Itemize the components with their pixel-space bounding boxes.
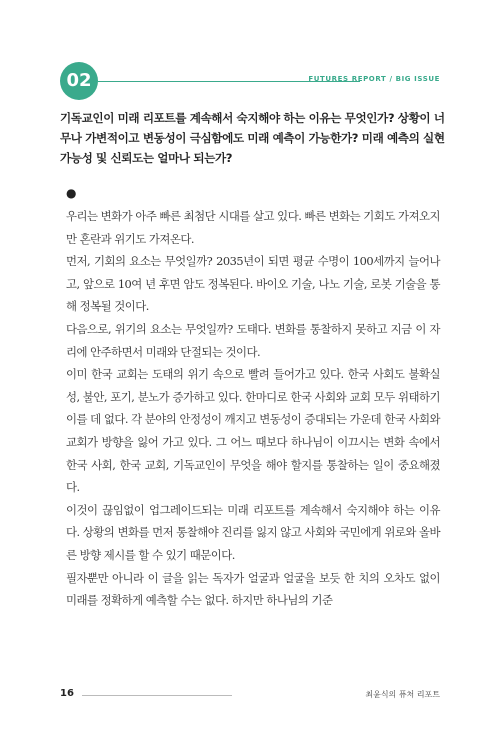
paragraph: 이미 한국 교회는 도태의 위기 속으로 빨려 들어가고 있다. 한국 사회도 불확실성, 불안, 포기, 분노가 증가하고 있다. 한마디로 한국 사회와 교회 모두 위태하기 이를 데 없다. 각 분야의 안정성이 깨지고 변동성이 증대되는 가운데 한국 사회와 교회가 방향을 잃어 가고 있다. 그 어느 때보다 하나님이 이끄시는 변화 속에서 한국 사회, 한국 교회, 기독교인이 무엇을 해야 할지를 통찰하는 일이 중요해졌다.: [66, 367, 440, 495]
chapter-header: [60, 62, 440, 102]
question-heading: 기독교인이 미래 리포트를 계속해서 숙지해야 하는 이유는 무엇인가? 상황이 너무나 가변적이고 변동성이 극심함에도 미래 예측이 가능한가? 미래 예측의 실현 가능성 및 신뢰도는 얼마나 되는가?: [60, 111, 445, 165]
paragraph: 우리는 변화가 아주 빠른 최첨단 시대를 살고 있다. 빠른 변화는 기회도 가져오지만 혼란과 위기도 가져온다.: [66, 209, 440, 246]
footer-divider: [82, 695, 232, 696]
chapter-number-badge: 02: [60, 62, 98, 100]
paragraph: 이것이 끊임없이 업그레이드되는 미래 리포트를 계속해서 숙지해야 하는 이유다. 상황의 변화를 먼저 통찰해야 진리를 잃지 않고 사회와 국민에게 위로와 올바른 방향 제시를 할 수 있기 때문이다.: [66, 502, 440, 562]
body-text: [66, 205, 440, 612]
paragraph: 다음으로, 위기의 요소는 무엇일까? 도태다. 변화를 통찰하지 못하고 지금 이 자리에 안주하면서 미래와 단절되는 것이다.: [66, 321, 440, 359]
page-number: 16: [60, 688, 74, 699]
series-label: FUTURES REPORT / BIG ISSUE: [308, 75, 440, 83]
page-footer: [60, 688, 440, 708]
paragraph: 필자뿐만 아니라 이 글을 읽는 독자가 얼굴과 얼굴을 보듯 한 치의 오차도 없이 미래를 정확하게 예측할 수는 없다. 하지만 하나님의 기준: [66, 570, 440, 608]
bullet-marker: ●: [66, 186, 77, 200]
book-title: 최윤식의 퓨처 리포트: [365, 690, 440, 699]
paragraph: 먼저, 기회의 요소는 무엇일까? 2035년이 되면 평균 수명이 100세까지 늘어나고, 앞으로 10여 년 후면 암도 정복된다. 바이오 기술, 나노 기술, 로봇 기술을 통해 정복될 것이다.: [66, 254, 440, 314]
